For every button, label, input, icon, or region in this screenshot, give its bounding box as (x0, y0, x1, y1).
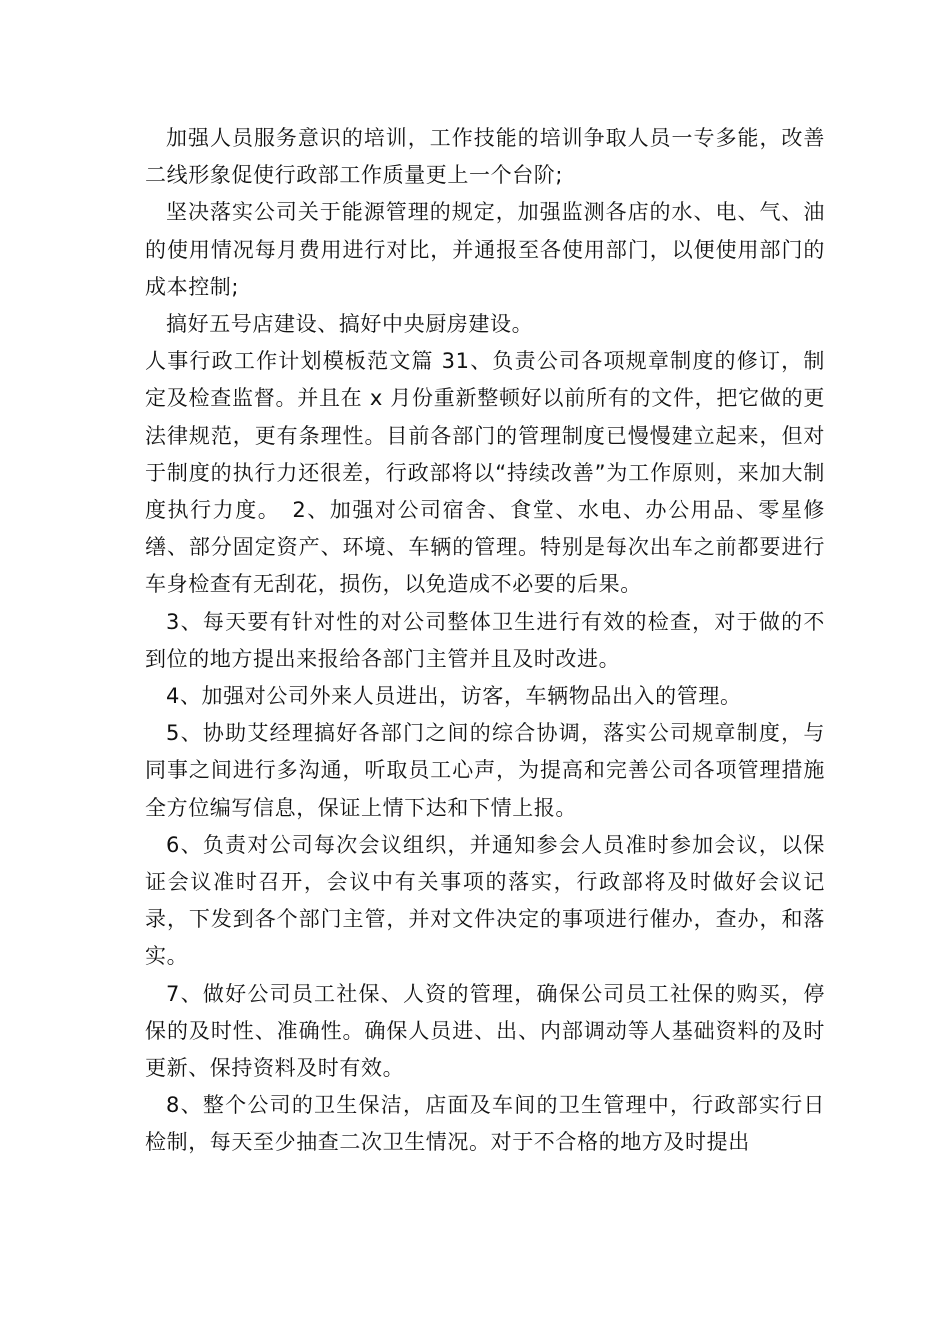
paragraph-plan-item-5: 5、协助艾经理搞好各部门之间的综合协调，落实公司规章制度，与同事之间进行多沟通，听取员工心声，为提高和完善公司各项管理措施全方位编写信息，保证上情下达和下情上报。 (145, 721, 825, 820)
paragraph-plan-item-8: 8、整个公司的卫生保洁，店面及车间的卫生管理中，行政部实行日检制，每天至少抽查二次卫生情况。对于不合格的地方及时提出 (145, 1093, 825, 1155)
paragraph-training: 加强人员服务意识的培训，工作技能的培训争取人员一专多能，改善二线形象促使行政部工作质量更上一个台阶; (145, 126, 825, 188)
paragraph-plan-item-3: 3、每天要有针对性的对公司整体卫生进行有效的检查，对于做的不到位的地方提出来报给各部门主管并且及时改进。 (145, 609, 825, 671)
paragraph-energy-management: 坚决落实公司关于能源管理的规定，加强监测各店的水、电、气、油的使用情况每月费用进行对比，并通报至各使用部门，以便使用部门的成本控制; (145, 200, 825, 299)
document-body (145, 120, 825, 1162)
paragraph-plan-item-6: 6、负责对公司每次会议组织，并通知参会人员准时参加会议，以保证会议准时召开，会议中有关事项的落实，行政部将及时做好会议记录，下发到各个部门主管，并对文件决定的事项进行催办，查办，和落实。 (145, 832, 825, 969)
paragraph-plan-item-4: 4、加强对公司外来人员进出，访客，车辆物品出入的管理。 (166, 684, 742, 709)
paragraph-plan-item-7: 7、做好公司员工社保、人资的管理，确保公司员工社保的购买，停保的及时性、准确性。确保人员进、出、内部调动等人基础资料的及时更新、保持资料及时有效。 (145, 981, 825, 1081)
paragraph-store-construction: 搞好五号店建设、搞好中央厨房建设。 (166, 312, 534, 337)
paragraph-plan-item-1-2: 人事行政工作计划模板范文篇 31、负责公司各项规章制度的修订，制定及检查监督。并且在 x 月份重新整顿好以前所有的文件，把它做的更法律规范，更有条理性。目前各部门的管理制度已慢慢建立起来，但对于制度的执行力还很差，行政部将以“持续改善”为工作原则，来加大制度执行力度。 2、加强对公司宿舍、食堂、水电、办公用品、零星修缮、部分固定资产、环境、车辆的管理。特别是每次出车之前都要进行车身检查有无刮花，损伤，以免造成不必要的后果。 (145, 349, 825, 597)
